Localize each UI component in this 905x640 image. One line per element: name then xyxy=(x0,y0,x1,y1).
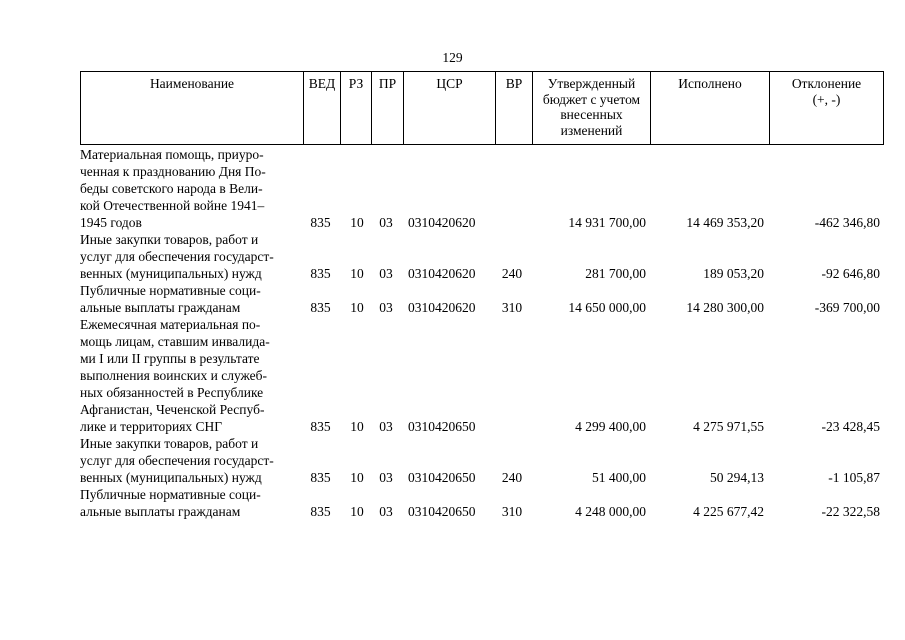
row-done: 4 275 971,55 xyxy=(693,419,764,434)
row-deviation: -23 428,45 xyxy=(821,419,880,434)
row-name: Публичные нормативные соци- альные выплаты гражданам xyxy=(80,487,261,519)
row-budget: 4 248 000,00 xyxy=(575,504,646,519)
row-pr: 03 xyxy=(379,300,393,315)
row-name: Иные закупки товаров, работ и услуг для обеспечения государст- венных (муниципальных) нужд xyxy=(80,436,274,485)
row-name: Публичные нормативные соци- альные выплаты гражданам xyxy=(80,283,261,315)
row-done: 14 280 300,00 xyxy=(686,300,764,315)
page-number: 129 xyxy=(442,50,463,65)
row-deviation: -369 700,00 xyxy=(814,300,880,315)
header-ved: ВЕД xyxy=(304,72,341,144)
row-csr: 0310420620 xyxy=(408,266,476,281)
row-pr: 03 xyxy=(379,504,393,519)
table-row xyxy=(80,282,884,316)
header-done: Исполнено xyxy=(651,72,770,144)
row-budget: 281 700,00 xyxy=(585,266,646,281)
row-name: Материальная помощь, приуро- ченная к празднованию Дня По- беды советского народа в Вели- кой Отечественной войне 1941– 1945 годов xyxy=(80,147,266,230)
row-vr: 310 xyxy=(501,300,523,315)
row-csr: 0310420650 xyxy=(408,504,476,519)
row-done: 14 469 353,20 xyxy=(686,215,764,230)
row-deviation: -1 105,87 xyxy=(828,470,880,485)
table-row xyxy=(80,146,884,231)
row-ved: 835 xyxy=(310,504,331,519)
row-budget: 14 931 700,00 xyxy=(568,215,646,230)
row-vr: 310 xyxy=(501,504,523,519)
table-body xyxy=(80,146,884,520)
row-done: 50 294,13 xyxy=(710,470,764,485)
row-ved: 835 xyxy=(310,419,331,434)
row-budget: 14 650 000,00 xyxy=(568,300,646,315)
row-csr: 0310420620 xyxy=(408,215,476,230)
row-rz: 10 xyxy=(350,504,364,519)
table-row xyxy=(80,435,884,486)
header-name: Наименование xyxy=(81,72,304,144)
row-pr: 03 xyxy=(379,470,393,485)
row-vr: 240 xyxy=(501,266,523,281)
row-name: Иные закупки товаров, работ и услуг для обеспечения государст- венных (муниципальных) нужд xyxy=(80,232,274,281)
row-rz: 10 xyxy=(350,266,364,281)
row-budget: 51 400,00 xyxy=(592,470,646,485)
row-csr: 0310420650 xyxy=(408,419,476,434)
row-deviation: -22 322,58 xyxy=(821,504,880,519)
row-pr: 03 xyxy=(379,266,393,281)
row-budget: 4 299 400,00 xyxy=(575,419,646,434)
table-row xyxy=(80,316,884,435)
row-ved: 835 xyxy=(310,300,331,315)
row-pr: 03 xyxy=(379,419,393,434)
header-deviation: Отклонение (+, -) xyxy=(791,76,862,107)
header-pr: ПР xyxy=(372,72,404,144)
table-header xyxy=(80,71,884,145)
header-vr: ВР xyxy=(496,72,533,144)
row-done: 189 053,20 xyxy=(703,266,764,281)
table-row xyxy=(80,231,884,282)
row-rz: 10 xyxy=(350,419,364,434)
row-ved: 835 xyxy=(310,470,331,485)
header-rz: РЗ xyxy=(341,72,372,144)
row-deviation: -92 646,80 xyxy=(821,266,880,281)
row-ved: 835 xyxy=(310,266,331,281)
row-done: 4 225 677,42 xyxy=(693,504,764,519)
row-pr: 03 xyxy=(379,215,393,230)
row-deviation: -462 346,80 xyxy=(814,215,880,230)
row-rz: 10 xyxy=(350,470,364,485)
table-row xyxy=(80,486,884,520)
row-ved: 835 xyxy=(310,215,331,230)
header-budget: Утвержденный бюджет с учетом внесенных изменений xyxy=(533,72,651,144)
header-csr: ЦСР xyxy=(404,72,496,144)
row-vr: 240 xyxy=(501,470,523,485)
row-rz: 10 xyxy=(350,300,364,315)
row-name: Ежемесячная материальная по- мощь лицам, ставшим инвалида- ми I или II группы в результате выполнения воинских и служеб- ных обязанностей в Республике Афганистан, Чеченской Респуб- лике и территориях СНГ xyxy=(80,317,270,434)
row-csr: 0310420620 xyxy=(408,300,476,315)
row-rz: 10 xyxy=(350,215,364,230)
row-csr: 0310420650 xyxy=(408,470,476,485)
